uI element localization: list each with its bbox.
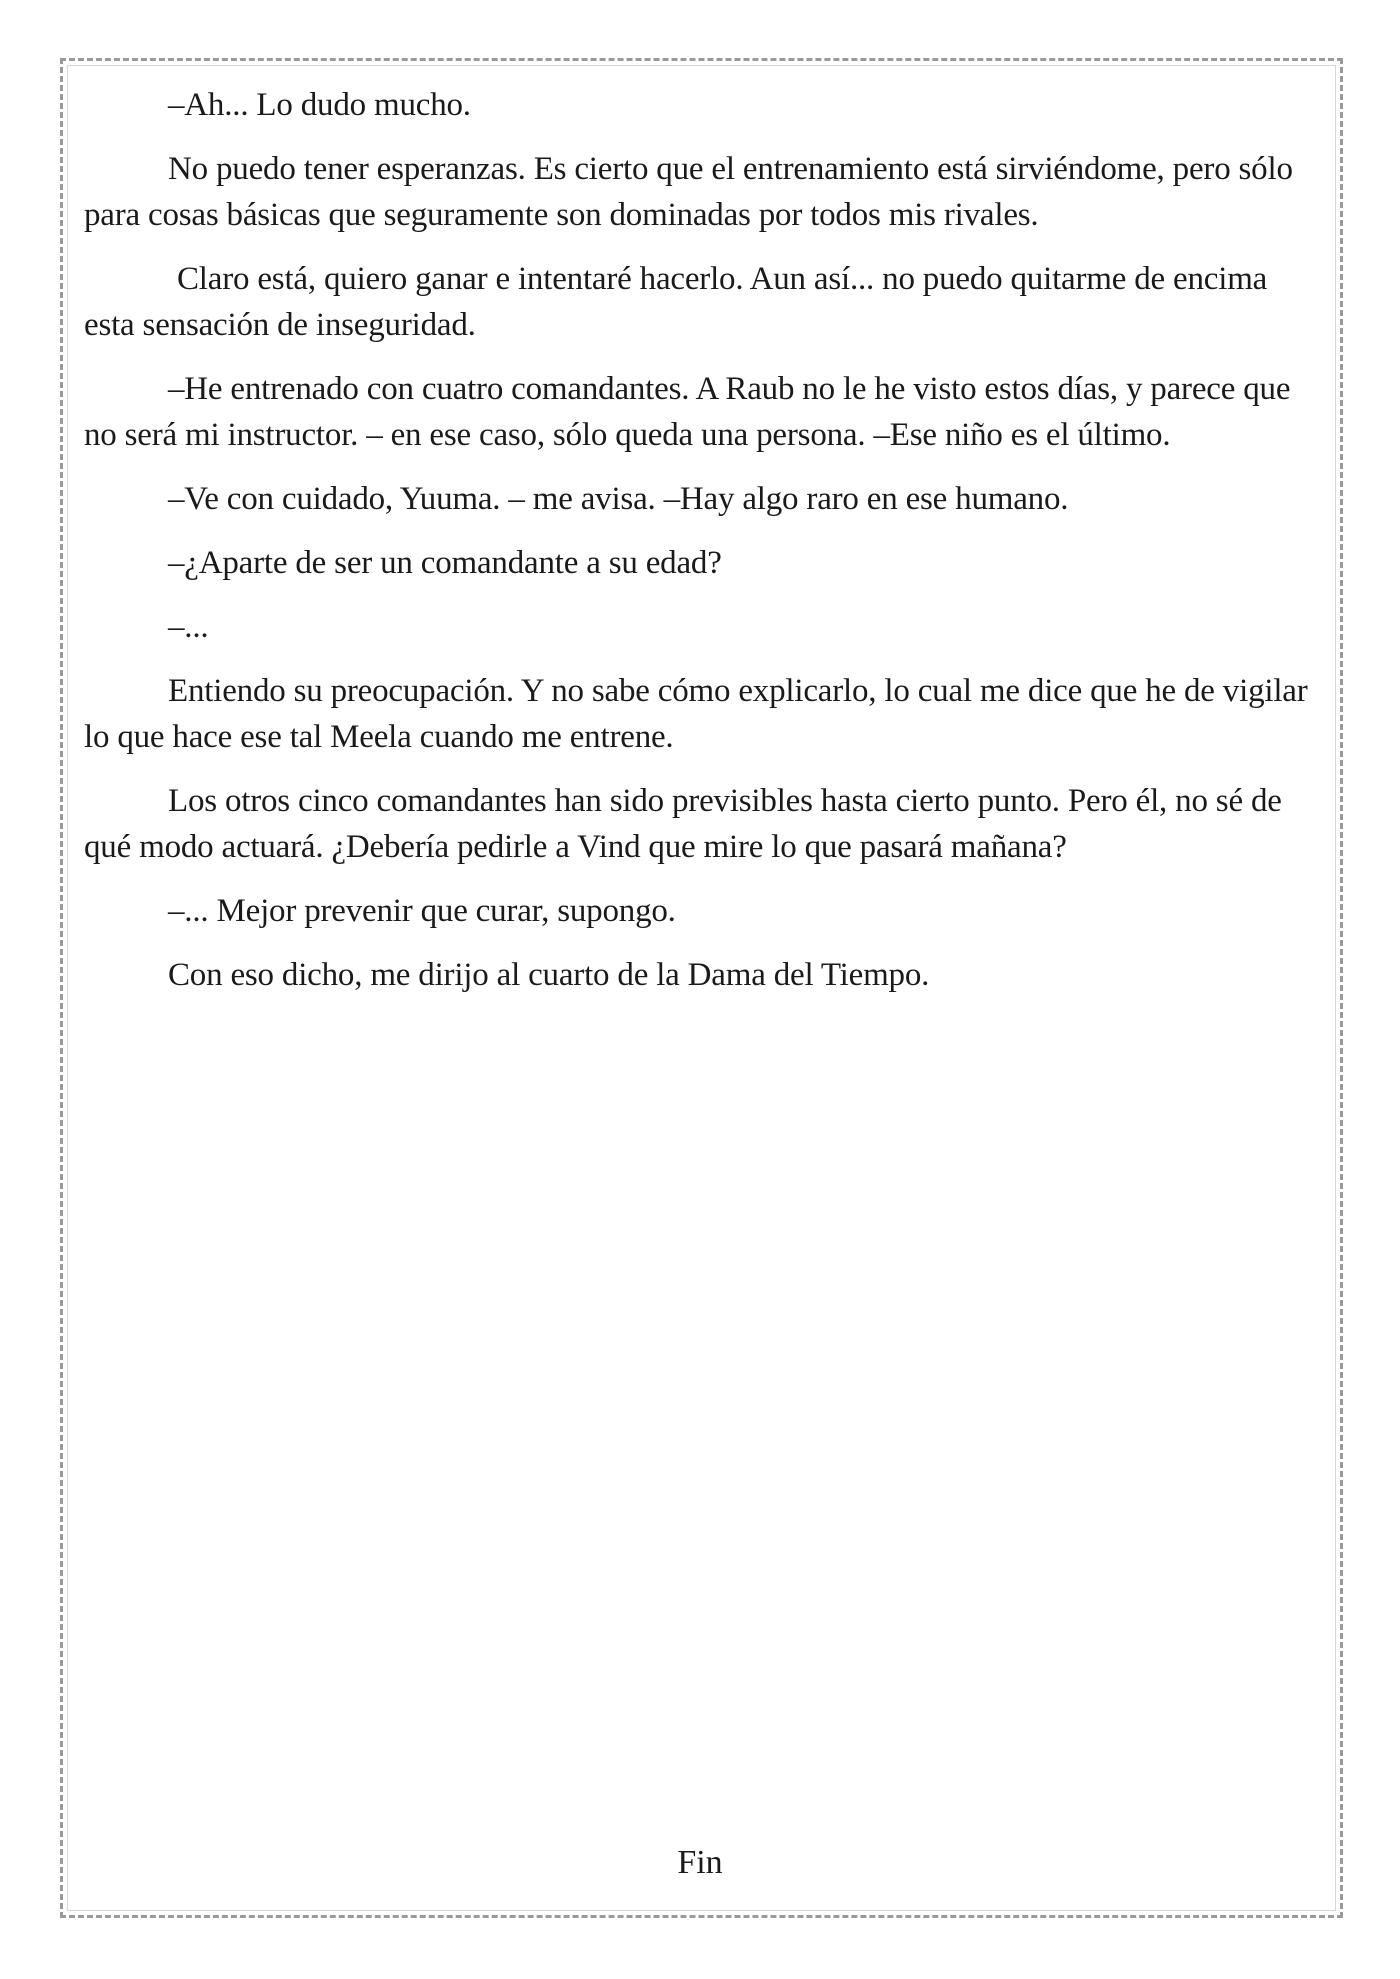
closing-label: Fin — [677, 1844, 723, 1881]
paragraph: Entiendo su preocupación. Y no sabe cómo explicarlo, lo cual me dice que he de vigilar lo que hace ese tal Meela cuando me entrene. — [84, 673, 1308, 755]
paragraph: Los otros cinco comandantes han sido previsibles hasta cierto punto. Pero él, no sé de qué modo actuará. ¿Debería pedirle a Vind que mire lo que pasará mañana? — [84, 783, 1282, 865]
paragraph: –... Mejor prevenir que curar, supongo. — [168, 893, 676, 929]
story-text — [84, 82, 1324, 1016]
paragraph: –¿Aparte de ser un comandante a su edad? — [168, 545, 722, 581]
paragraph: No puedo tener esperanzas. Es cierto que el entrenamiento está sirviéndome, pero sólo para cosas básicas que seguramente son dominadas por todos mis rivales. — [84, 151, 1293, 233]
paragraph: –He entrenado con cuatro comandantes. A Raub no le he visto estos días, y parece que no será mi instructor. – en ese caso, sólo queda una persona. –Ese niño es el último. — [84, 371, 1291, 453]
paragraph: –... — [168, 609, 209, 645]
paragraph: –Ve con cuidado, Yuuma. – me avisa. –Hay algo raro en ese humano. — [168, 481, 1069, 517]
paragraph: –Ah... Lo dudo mucho. — [168, 87, 471, 123]
paragraph: Con eso dicho, me dirijo al cuarto de la Dama del Tiempo. — [168, 957, 930, 993]
paragraph: Claro está, quiero ganar e intentaré hacerlo. Aun así... no puedo quitarme de encima esta sensación de inseguridad. — [84, 261, 1268, 343]
